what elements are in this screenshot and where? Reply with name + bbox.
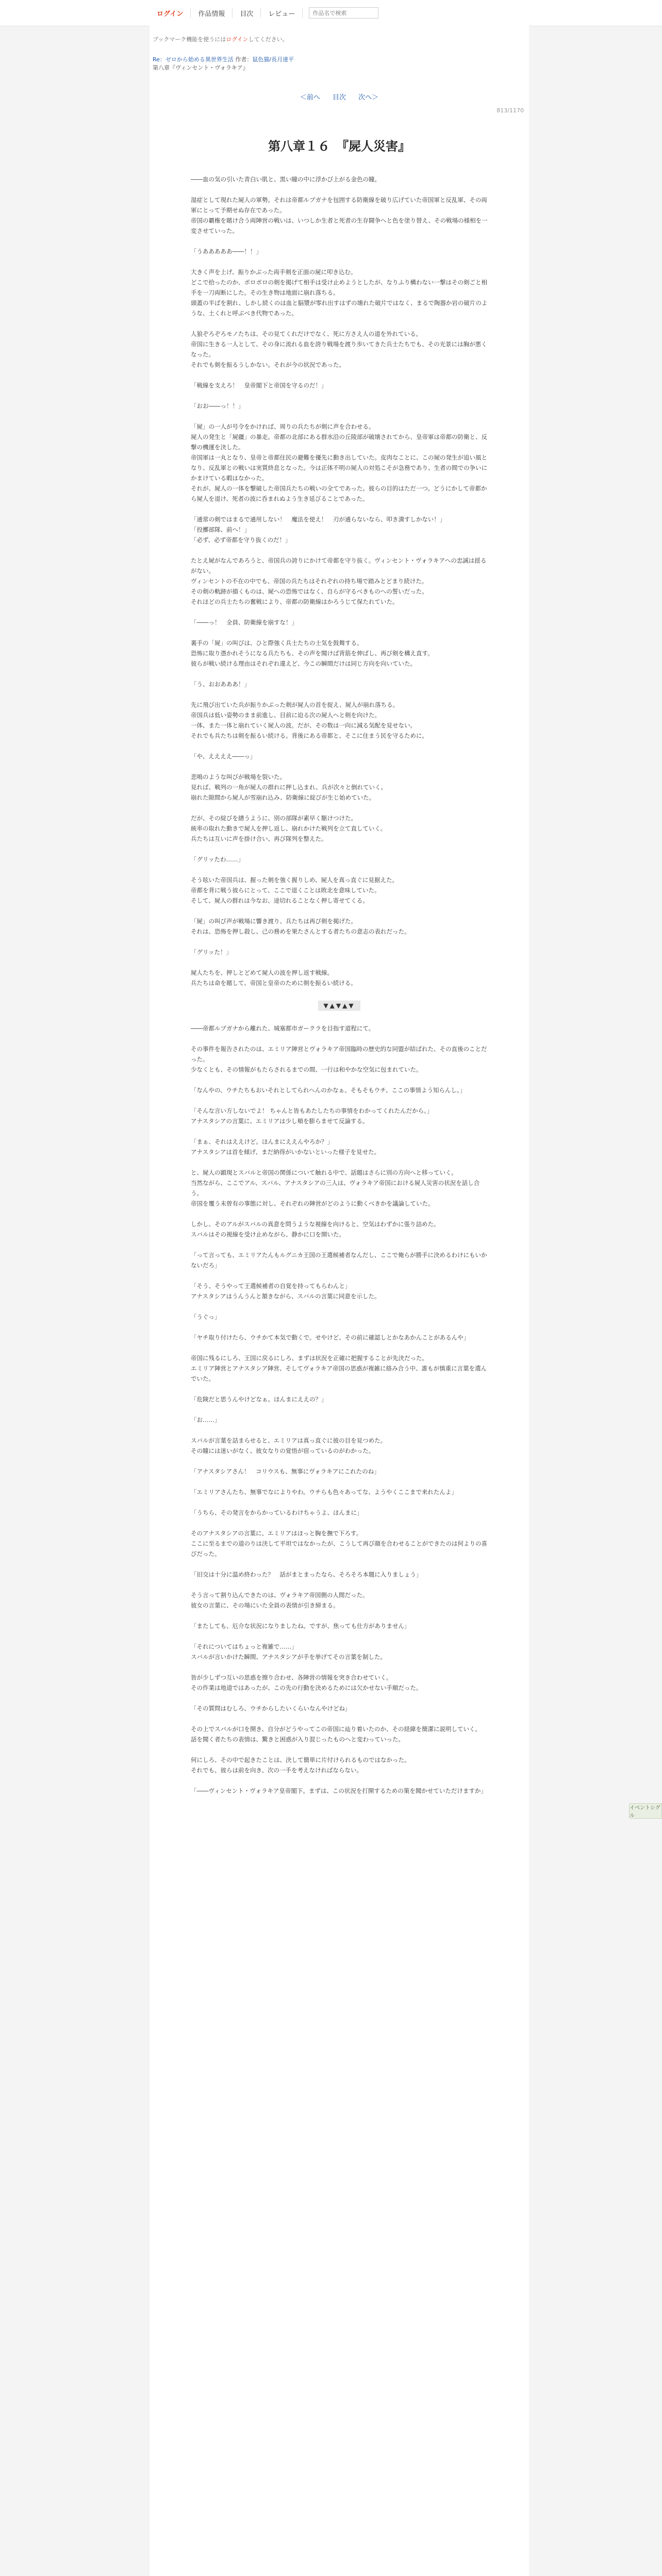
body-paragraph: スバルが言葉を詰まらせると、エミリアは真っ直ぐに彼の目を見つめた。 その瞳には迷いがなく、彼女なりの覚悟が宿っているのがわかった。: [191, 1437, 387, 1454]
body-paragraph: ――血の気の引いた青白い肌と、黒い瞳の中に浮かび上がる金色の瞳。: [191, 176, 380, 183]
breadcrumb-chapter: 第八章『ヴィンセント・ヴォラキア』: [153, 64, 249, 71]
body-paragraph: 湿症として現れた屍人の軍勢。それは帝都ルプガナを包囲する防衛線を破り広げていた帝国軍と反乱軍、その両軍にとって予期せぬ存在であった。 帝国の覇権を賭け合う両陣営の戦いは、いつしか生者と死者の生存闘争へと色を塗り替え、その戦場の様相を一変させていった。: [191, 196, 488, 234]
body-paragraph: 「屍」の一人が号令をかければ、周りの兵たちが剣に声を合わせる。 屍人の発生と「屍疆」の暴走。帝都の北部にある群水沿の丘陵部が破壊されてから、皇帝軍は帝都の防衛と、反撃の機運を決した。 帝国軍は一丸となり、皇帝と帝都住民の避難を優先に動き出していた。皮肉なことに、この屍の発生が追い風となり、反乱軍との戦いは実質終息となった。今は正体不明の屍人の対処こそが急務であり、生者の間での争いにかまけている暇はなかった。 それが、屍人の一体を撃破した帝国兵たちの戦いの全てであった。彼らの目的はただ一つ。どうにかして帝都から屍人を退け、死者の波に呑まれぬよう生き延びることであった。: [191, 423, 487, 502]
nav-work-info[interactable]: 作品情報: [191, 8, 233, 18]
body-paragraph: 「まぁ、それはええけど。ほんまにええんやろか？」 アナスタシアは首を傾げ、まだ納得がいかないといった様子を見せた。: [191, 1138, 380, 1156]
toc-link[interactable]: 目次: [332, 94, 346, 101]
body-paragraph: 悲鳴のような叫びが戦場を裂いた。 見れば、戦列の一角が屍人の群れに押し込まれ、兵が次々と倒れていく。 崩れた隙間から屍人が雪崩れ込み、防衛線に綻びが生じ始めていた。: [191, 773, 387, 801]
body-paragraph: 「グリッた！」: [191, 948, 233, 956]
body-paragraph: 「危険だと思うんやけどなぁ。ほんまにええの？」: [191, 1396, 327, 1403]
body-paragraph: そう呟いた帝国兵は、握った剣を強く握りしめ、屍人を真っ直ぐに見据えた。 帝都を背に戦う彼らにとって、ここで退くことは敗北を意味していた。 そして、屍人の群れは今なお、途切れることなく押し寄せてくる。: [191, 876, 399, 904]
search-input[interactable]: [309, 7, 378, 19]
notice-suffix: してください。: [248, 36, 288, 43]
breadcrumb: [153, 56, 294, 72]
page-number: 813/1170: [496, 107, 524, 114]
body-paragraph: 「旧交は十分に温め終わった？ 話がまとまったなら、そろそろ本題に入りましょう」: [191, 1571, 422, 1578]
body-paragraph: 「ヤチ取り付けたら、ウチかて本気で動くで。せやけど、その前に確認しとかなあかんことがあるんや」: [191, 1334, 470, 1341]
nav-toc[interactable]: 目次: [233, 8, 261, 18]
side-event-button[interactable]: イベントシグル: [629, 1803, 662, 1819]
body-paragraph: ――帝都ルプガナから離れた、城塞都市ガークラを目指す道程にて。: [191, 1025, 375, 1032]
breadcrumb-work-title[interactable]: Re：ゼロから始める異世界生活: [153, 56, 234, 63]
body-paragraph: 「――っ！ 全員、防衛線を崩すな！」: [191, 619, 297, 626]
bookmark-notice: [153, 35, 288, 43]
scene-divider-mark: ▼▲▼▲▼: [318, 1001, 360, 1011]
body-paragraph: 「またしても、厄介な状況になりましたね。ですが、焦っても仕方がありません」: [191, 1622, 410, 1630]
body-paragraph: しかし、そのアルがスバルの真意を問うような視線を向けると、空気はわずかに張り詰めた。 スバルはその視線を受け止めながら、静かに口を開いた。: [191, 1221, 440, 1238]
body-paragraph: 「や、ええええ――っ」: [191, 753, 256, 760]
body-paragraph: 帝国に残るにしろ、王国に戻るにしろ、まずは状況を正確に把握することが先決だった。 エミリア陣営とアナスタシア陣営、そしてヴォラキア帝国の思惑が複雑に絡み合う中、誰もが慎重に言葉を選んでいた。: [191, 1354, 487, 1382]
body-paragraph: 「おお――っ！！」: [191, 402, 244, 410]
notice-prefix: ブックマーク機能を使うには: [153, 36, 226, 43]
body-paragraph: 大きく声を上げ、振りかぶった両手剣を正面の屍に叩き込む。 どこで拾ったのか、ボロボロの剣を掲げて相手は受け止めようとしたが、なりふり構わない一撃はその剣ごと相手を一刀両断にした。その生き物は地面に崩れ落ちる。 頭蓋の半ばを割れ、しかし続くのは血と脳漿が零れ出すはずの壊れた破片ではなく、まるで陶器か岩の破片のような、土くれと呼ぶべき代物であった。: [191, 268, 488, 317]
body-paragraph: 何にしろ、その中で起きたことは、決して簡単に片付けられるものではなかった。 それでも、彼らは前を向き、次の一手を考えなければならない。: [191, 1756, 410, 1774]
body-paragraph: 「う、おおあああ！」: [191, 681, 250, 688]
body-paragraph: 先に飛び出ていた兵が振りかぶった剣が屍人の首を捉え、屍人が崩れ落ちる。 帝国兵は低い姿勢のまま前進し、目前に迫る次の屍人へと剣を向けた。 一体、また一体と崩れていく屍人の波。だが、その数は一向に減る気配を見せない。 それでも兵たちは剣を振るい続ける。背後にある帝都と、そこに住まう民を守るために。: [191, 701, 428, 739]
body-paragraph: 「その質問はむしろ、ウチからしたいくらいなんやけどね」: [191, 1705, 351, 1712]
body-paragraph: 「お……」: [191, 1416, 221, 1423]
body-paragraph: 「うぐっ」: [191, 1313, 221, 1320]
header-nav: [150, 0, 378, 26]
body-paragraph: 「って言っても、エミリアたんもルグニカ王国の王選候補者なんだし、ここで俺らが勝手に決めるわけにもいかないだろ」: [191, 1251, 487, 1269]
pager-nav: [150, 92, 529, 101]
login-link[interactable]: ログイン: [150, 8, 191, 18]
body-paragraph: たとえ屍がなんであろうと、帝国兵の誇りにかけて帝都を守り抜く。ヴィンセント・ヴォラキアへの忠誠は揺るがない。 ヴィンセントの不在の中でも、帝国の兵たちはそれぞれの持ち場で踏みとどまり続けた。 その剣の軌跡が描くものは、屍への恐怖ではなく、自らが守るべきものへの誓いだった。 それほどの兵士たちの奮戦により、帝都の防衛線はかろうじて保たれていた。: [191, 557, 487, 605]
body-paragraph: その事件を報告されたのは、エミリア陣営とヴォラキア帝国臨時の歴史的な同盟が結ばれた、その直後のことだった。 少なくとも、その情報がもたらされるまでの間、一行は和やかな空気に包まれていた。: [191, 1045, 487, 1073]
prev-link[interactable]: ＜前へ: [300, 94, 320, 101]
body-paragraph: 裏手の「屍」の叫びは、ひと際強く兵士たちの士気を鼓舞する。 恐怖に取り憑かれそうになる兵たちも、その声を聞けば背筋を伸ばし、再び剣を構え直す。 彼らが戦い続ける理由はそれぞれ違えど、今この瞬間だけは同じ方向を向いていた。: [191, 639, 434, 667]
notice-login-link[interactable]: ログイン: [226, 36, 249, 43]
body-paragraph: 「それについてはちょっと複雑で……」 スバルが言いかけた瞬間、アナスタシアが手を挙げてその言葉を制した。: [191, 1643, 387, 1660]
novel-body: [150, 174, 529, 2576]
body-paragraph: 「戦線を支えろ！ 皇帝閣下と帝国を守るのだ！」: [191, 382, 327, 389]
body-paragraph: 「グリッたわ……」: [191, 856, 244, 863]
body-paragraph: そう言って割り込んできたのは、ヴォラキア帝国側の人間だった。 彼女の言葉に、その場にいた全員の表情が引き締まる。: [191, 1591, 369, 1609]
body-paragraph: 屍人たちを、押しとどめて屍人の波を押し返す戦線。 兵たちは命を賭して、帝国と皇帝のために剣を振るい続ける。: [191, 969, 357, 987]
body-paragraph: 皆が少しずつ互いの思惑を擦り合わせ、各陣営の情報を突き合わせていく。 その作業は地道ではあったが、この先の行動を決めるためには欠かせない手順だった。: [191, 1674, 422, 1691]
body-paragraph: 「通常の剣ではまるで通用しない！ 魔法を使え！ 刃が通らないなら、叩き潰すしかない！」 「投擲部隊、前へ！」 「必ず、必ず帝都を守り抜くのだ！」: [191, 516, 446, 544]
nav-review[interactable]: レビュー: [261, 8, 303, 18]
body-paragraph: 「エミリアさんたち、無事でなによりやわ。ウチらも色々あってな、ようやくここまで来れたんよ」: [191, 1488, 457, 1496]
site-header: [0, 0, 662, 26]
body-paragraph: 人狼ぞろぞろモノたちは、その見てくれだけでなく、死に方さえ人の道を外れている。 帝国に生きる一人として、その身に流れる血を誇り戦場を渡り歩いてきた兵士たちでも、その光景には胸が悪くなった。 それでも剣を振るうしかない。それが今の状況であった。: [191, 330, 487, 368]
body-paragraph: 「うあああああ――！！」: [191, 248, 262, 255]
body-paragraph: その上でスバルが口を開き、自分がどうやってこの帝国に辿り着いたのか、その経緯を簡潔に説明していく。 話を聞く者たちの表情は、驚きと困惑が入り混じったものへと変わっていった。: [191, 1725, 481, 1743]
scene-divider: [191, 1001, 488, 1011]
body-paragraph: そのアナスタシアの言葉に、エミリアはほっと胸を撫で下ろす。 ここに至るまでの道のりは決して平坦ではなかったが、こうして再び顔を合わせることができたのは何よりの喜びだった。: [191, 1530, 487, 1557]
body-paragraph: だが、その綻びを繕うように、別の部隊が素早く駆けつけた。 統率の取れた動きで屍人を押し返し、崩れかけた戦列を立て直していく。 兵たちは互いに声を掛け合い、再び隊列を整えた。: [191, 815, 387, 842]
body-paragraph: 「なんやの、ウチたちもおいそれとしてられへんのかなぁ。そもそもウチ、ここの事情よう知らんし。」: [191, 1087, 466, 1094]
body-paragraph: 「そんな言い方しないでよ！ ちゃんと皆もあたしたちの事情をわかってくれたんだから。」 アナスタシアの言葉に、エミリアは少し頬を膨らませて反論する。: [191, 1107, 433, 1125]
body-paragraph: 「うちら、その発言をからかっているわけちゃうよ、ほんまに」: [191, 1509, 363, 1516]
content-area: [150, 26, 529, 2576]
next-link[interactable]: 次へ＞: [358, 94, 379, 101]
body-paragraph: と、屍人の顕現とスバルと帝国の関係について触れる中で、話題はさらに別の方向へと移っていく。 当然ながら、ここでアル、スバル、アナスタシアの三人は、ヴォラキア帝国における屍人災害の状況を話し合う。 帝国を覆う未曽有の事態に対し、それぞれの陣営がどのように動くべきかを議論していた。: [191, 1169, 480, 1207]
breadcrumb-author-label: 作者：: [235, 56, 253, 63]
episode-title: 第八章１６ 『屍人災害』: [268, 139, 410, 154]
body-paragraph: 「そう、そうやって王選候補者の自覚を持ってもらわんと」 アナスタシアはうんうんと頷きながら、スバルの言葉に同意を示した。: [191, 1282, 380, 1300]
body-paragraph: 「アナスタシアさん！ コリウスも、無事にヴォラキアにこれたのね」: [191, 1468, 380, 1475]
breadcrumb-author[interactable]: 鼠色猫/長月達平: [252, 56, 294, 63]
body-paragraph: 「屍」の叫び声が戦場に響き渡り、兵たちは再び剣を掲げた。 それは、恐怖を押し殺し、己の務めを果たさんとする者たちの意志の表れだった。: [191, 918, 410, 935]
body-paragraph: 「――ヴィンセント・ヴォラキア皇帝閣下。まずは、この状況を打開するための策を聞かせていただけますか」: [191, 1787, 487, 1794]
